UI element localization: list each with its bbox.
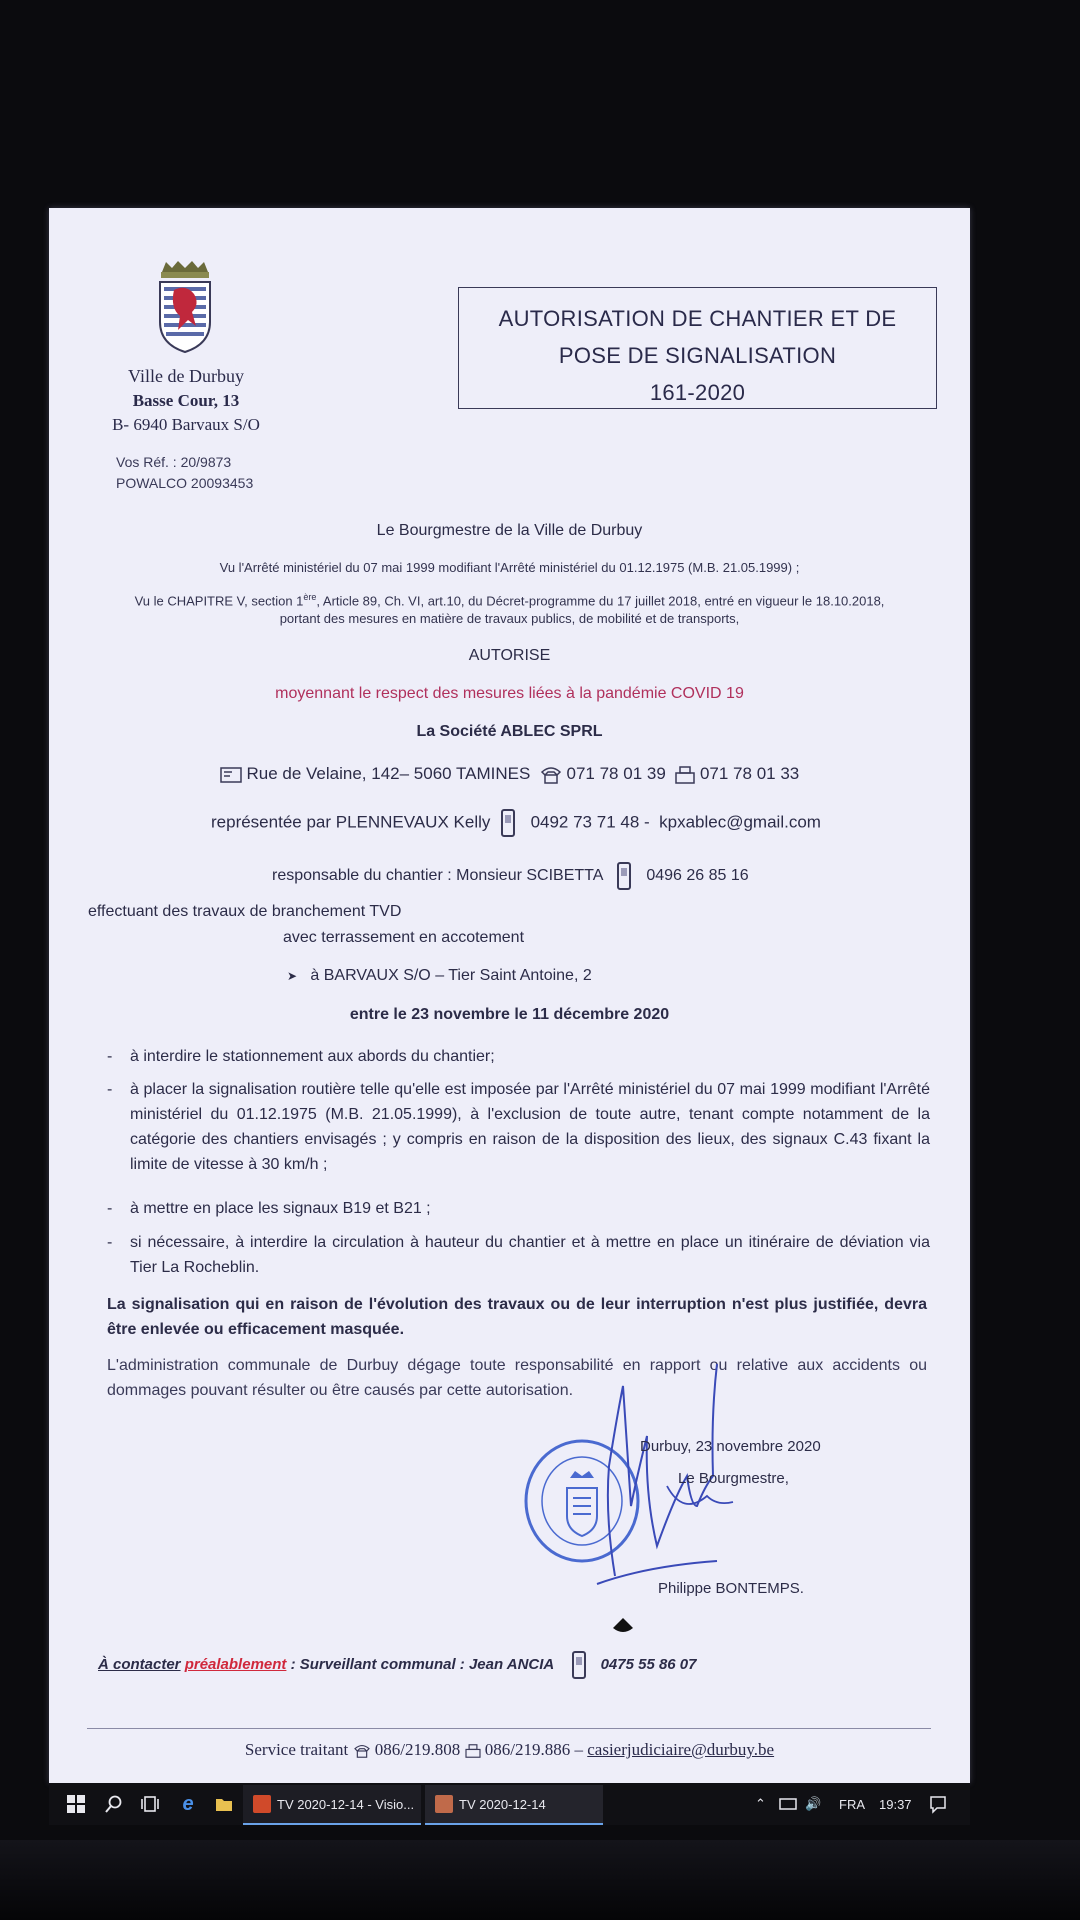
powalco-number: POWALCO 20093453 [116, 475, 254, 491]
works-description-1: effectuant des travaux de branchement TVD [88, 903, 402, 920]
show-hidden-icons-button[interactable] [755, 1783, 766, 1825]
edge-button[interactable] [173, 1783, 203, 1825]
taskbar-app-visio[interactable]: TV 2020-12-14 - Visio... [243, 1785, 421, 1825]
telephone-icon [353, 1744, 371, 1758]
reference-number: Vos Réf. : 20/9873 [116, 454, 232, 470]
file-explorer-icon [215, 1796, 233, 1812]
liability-disclaimer: L'administration communale de Durbuy dégage toute responsabilité en rapport ou relative aux accidents ou dommages pouvant résulter ou être causés par cette autorisation. [107, 1357, 927, 1399]
title-line-2: POSE DE SIGNALISATION [558, 343, 837, 368]
search-button[interactable] [99, 1783, 129, 1825]
task-view-icon [141, 1795, 159, 1813]
network-button[interactable] [779, 1783, 797, 1825]
volume-button[interactable] [805, 1783, 821, 1825]
title-line-1: AUTORISATION DE CHANTIER ET DE [498, 306, 897, 331]
file-explorer-button[interactable] [209, 1783, 239, 1825]
company-name: La Société ABLEC SPRL [416, 723, 603, 740]
contact-phone: 0475 55 86 07 [600, 1655, 697, 1673]
notification-button[interactable] [929, 1783, 947, 1825]
telephone-icon [540, 766, 562, 784]
signage-removal-notice: La signalisation qui en raison de l'évolution des travaux ou de leur interruption n'est plus justifiée, devra être enlevée ou efficacement masquée. [107, 1296, 927, 1338]
signature-place-date: Durbuy, 23 novembre 2020 [640, 1438, 821, 1455]
notification-icon [929, 1795, 947, 1813]
document-page: Ville de Durbuy Basse Cour, 13 B- 6940 Barvaux S/O Vos Réf. : 20/9873 POWALCO 20093453 AUTORISATION DE CHANTIER ET DE POSE DE SIGNALISATION 161-2020 Le Bourgmestre de la Ville de Durbuy Vu l'Arrêté ministériel du 07 mai 1999 modifiant l'Arrêté ministériel du 01.12.1975 (M.B. 21.05.1999) ; Vu le CHAPITRE V, section 1ère, Article 89, Ch. VI, art.10, du Décret-programme du 17 juillet 2018, entré en vigueur le 18.10.2018, portant des mesures en matière de travaux publics, de mobilité et de transports, AUTORISE moyennant le respect des mesures liées à la pandémie COVID 19 La Société ABLEC SPRL Rue de Velaine, 142– 5060 TAMINES 071 78 01 39 071 78 01 33 représentée par PLENNEVAUX Kelly 0492 73 71 48 - kpxablec@gmail.com responsable du chantier : Monsieur SCIBETTA 0496 26 85 16 effectuant des travaux de branchement TVD avec terrassement en accotement ➤ à BARVAUX S/O – Tier Saint Antoine, 2 entre le 23 novembre le 11 décembre 2020 - à interdire le stationnement aux abords du chantier; - à placer la signalisation routière telle qu'elle est imposée par l'Arrêté ministériel du 07 mai 1999 modifiant l'Arrêté ministériel du 01.12.1975 (M.B. 21.05.1999), à l'exclusion de toute autre, tenant compte notamment de la catégorie des chantiers envisagés ; y compris en raison de la disposition des lieux, des signaux C.43 fixant la limite de vitesse à 30 km/h ; - à mettre en place les signaux B19 et B21 ; - si nécessaire, à interdire la circulation à hauteur du chantier et à mettre en place un itinéraire de déviation via Tier La Rocheblin. La signalisation qui en raison de l'évolution des travaux ou de leur interruption n'est plus justifiée, devra être enlevée ou efficacement masquée. L'administration communale de Durbuy dégage toute responsabilité en rapport ou relative aux accidents ou dommages pouvant résulter ou être causés par cette autorisation. Durbuy, 23 novembre 2020 Le Bourgmestre, Philippe BONTEMPS. À contacter préalablement : Surveillant communal : Jean ANCIA 0475 55 86 07 Service traitant 086/219.808 086/219.886 – casierjudiciaire@durbuy.be [49, 208, 970, 1781]
company-phone: 071 78 01 39 [566, 764, 666, 783]
works-description-2: avec terrassement en accotement [283, 929, 525, 946]
autorise-heading: AUTORISE [468, 647, 551, 664]
envelope-icon [220, 767, 242, 783]
footer: Service traitant 086/219.808 086/219.886 – casierjudiciaire@durbuy.be [244, 1740, 775, 1759]
mobile-phone-icon [617, 862, 631, 890]
screen [49, 208, 970, 1815]
legal-basis-2: Vu le CHAPITRE V, section 1ère, Article 89, Ch. VI, art.10, du Décret-programme du 17 juillet 2018, entré en vigueur le 18.10.2018, [134, 592, 885, 609]
mobile-phone-icon [501, 809, 515, 837]
taskbar [49, 1783, 970, 1825]
site-manager-line: responsable du chantier : Monsieur SCIBETTA 0496 26 85 16 [272, 862, 749, 890]
volume-icon: 🔊 [805, 1796, 822, 1811]
representative-email: kpxablec@gmail.com [659, 812, 821, 832]
legal-basis-1: Vu l'Arrêté ministériel du 07 mai 1999 modifiant l'Arrêté ministériel du 01.12.1975 (M.B. 21.05.1999) ; [219, 560, 800, 575]
mouse-cursor-icon [611, 1616, 635, 1636]
monitor-bezel [0, 1840, 1080, 1920]
representative-line: représentée par PLENNEVAUX Kelly 0492 73 71 48 - kpxablec@gmail.com [211, 809, 821, 837]
company-fax: 071 78 01 33 [699, 764, 800, 783]
covid-notice: moyennant le respect des mesures liées à la pandémie COVID 19 [275, 685, 744, 702]
coat-of-arms-icon [156, 260, 214, 354]
city-zip: B- 6940 Barvaux S/O [112, 415, 260, 434]
footer-email-link[interactable]: casierjudiciaire@durbuy.be [587, 1740, 775, 1759]
windows-icon [67, 1795, 85, 1813]
powerpoint-icon [253, 1795, 271, 1813]
document-title-box [458, 287, 937, 409]
start-button[interactable] [61, 1783, 91, 1825]
bourgmestre-heading: Le Bourgmestre de la Ville de Durbuy [376, 522, 643, 539]
language-indicator[interactable]: FRA [839, 1796, 865, 1812]
footer-divider [87, 1728, 931, 1729]
arrow-bullet-icon: ➤ [287, 969, 298, 983]
task-view-button[interactable] [135, 1783, 165, 1825]
company-contact-line [49, 764, 970, 784]
taskbar-app-document[interactable]: TV 2020-12-14 [425, 1785, 603, 1825]
document-app-icon [435, 1795, 453, 1813]
contact-line: À contacter préalablement : Surveillant communal : Jean ANCIA 0475 55 86 07 [98, 1651, 697, 1679]
title-line-3: 161-2020 [649, 380, 746, 405]
edge-icon: e [182, 1792, 194, 1815]
fax-icon [675, 766, 695, 784]
city-name: Ville de Durbuy [128, 366, 244, 386]
legal-basis-3: portant des mesures en matière de travaux publics, de mobilité et de transports, [279, 611, 740, 626]
chevron-up-icon: ⌃ [755, 1796, 766, 1811]
network-icon [779, 1797, 797, 1811]
signature-role: Le Bourgmestre, [678, 1470, 789, 1487]
work-dates: entre le 23 novembre le 11 décembre 2020 [349, 1006, 670, 1023]
mobile-phone-icon [572, 1651, 586, 1679]
work-location: ➤ à BARVAUX S/O – Tier Saint Antoine, 2 [287, 967, 592, 984]
fax-icon [465, 1744, 481, 1758]
city-street: Basse Cour, 13 [132, 391, 240, 410]
clock[interactable]: 19:37 [879, 1796, 912, 1812]
company-address: Rue de Velaine, 142– 5060 TAMINES [246, 764, 531, 783]
search-icon [105, 1795, 123, 1813]
signatory-name: Philippe BONTEMPS. [658, 1580, 804, 1597]
